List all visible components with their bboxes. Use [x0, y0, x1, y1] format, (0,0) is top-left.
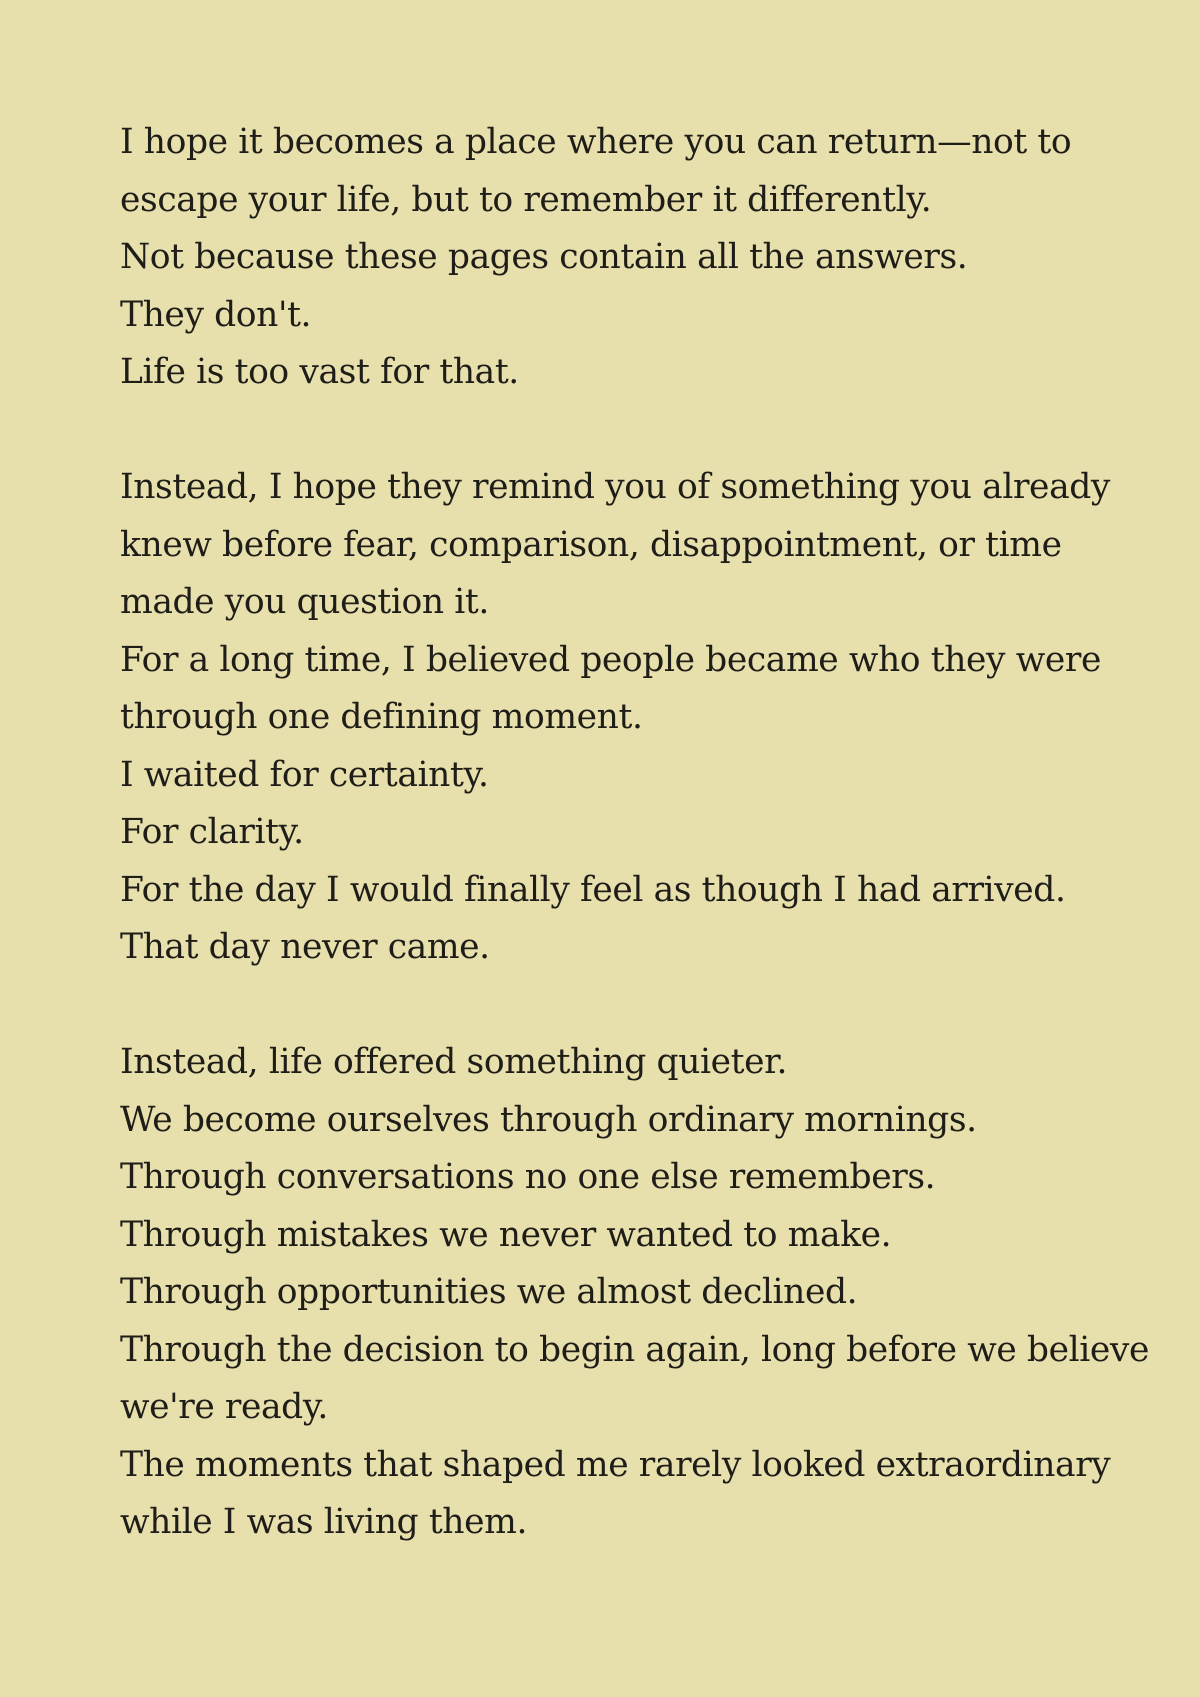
- text-line: The moments that shaped me rarely looked extraordinary: [120, 1444, 1111, 1485]
- text-line: For the day I would finally feel as though I had arrived.: [120, 869, 1066, 910]
- text-line: we're ready.: [120, 1387, 328, 1427]
- text-line: We become ourselves through ordinary mornings.: [120, 1099, 977, 1140]
- text-line: escape your life, but to remember it differently.: [120, 179, 932, 220]
- text-line: For a long time, I believed people became who they were: [120, 639, 1101, 680]
- text-line: while I was living them.: [120, 1502, 528, 1542]
- text-line: Through mistakes we never wanted to make.: [120, 1214, 892, 1255]
- text-line: For clarity.: [120, 812, 304, 852]
- text-line: made you question it.: [120, 582, 489, 622]
- text-line: Not because these pages contain all the answers.: [120, 237, 968, 277]
- text-line: I waited for certainty.: [120, 754, 489, 795]
- text-line: I hope it becomes a place where you can return—not to: [120, 122, 1072, 162]
- paragraph-1: [120, 114, 1120, 402]
- text-line: knew before fear, comparison, disappointment, or time: [120, 524, 1062, 565]
- text-line: Instead, I hope they remind you of something you already: [120, 467, 1111, 507]
- text-line: Instead, life offered something quieter.: [120, 1042, 788, 1082]
- text-line: Through conversations no one else remembers.: [120, 1157, 936, 1197]
- text-line: They don't.: [120, 294, 312, 335]
- text-line: Life is too vast for that.: [120, 352, 519, 392]
- paragraph-2: [120, 459, 1120, 977]
- text-line: Through opportunities we almost declined.: [120, 1272, 858, 1312]
- text-line: Through the decision to begin again, long before we believe: [120, 1329, 1150, 1370]
- paragraph-3: [120, 1034, 1150, 1552]
- text-line: through one defining moment.: [120, 697, 643, 737]
- text-line: That day never came.: [120, 927, 490, 967]
- document-text-body: [120, 114, 1150, 1609]
